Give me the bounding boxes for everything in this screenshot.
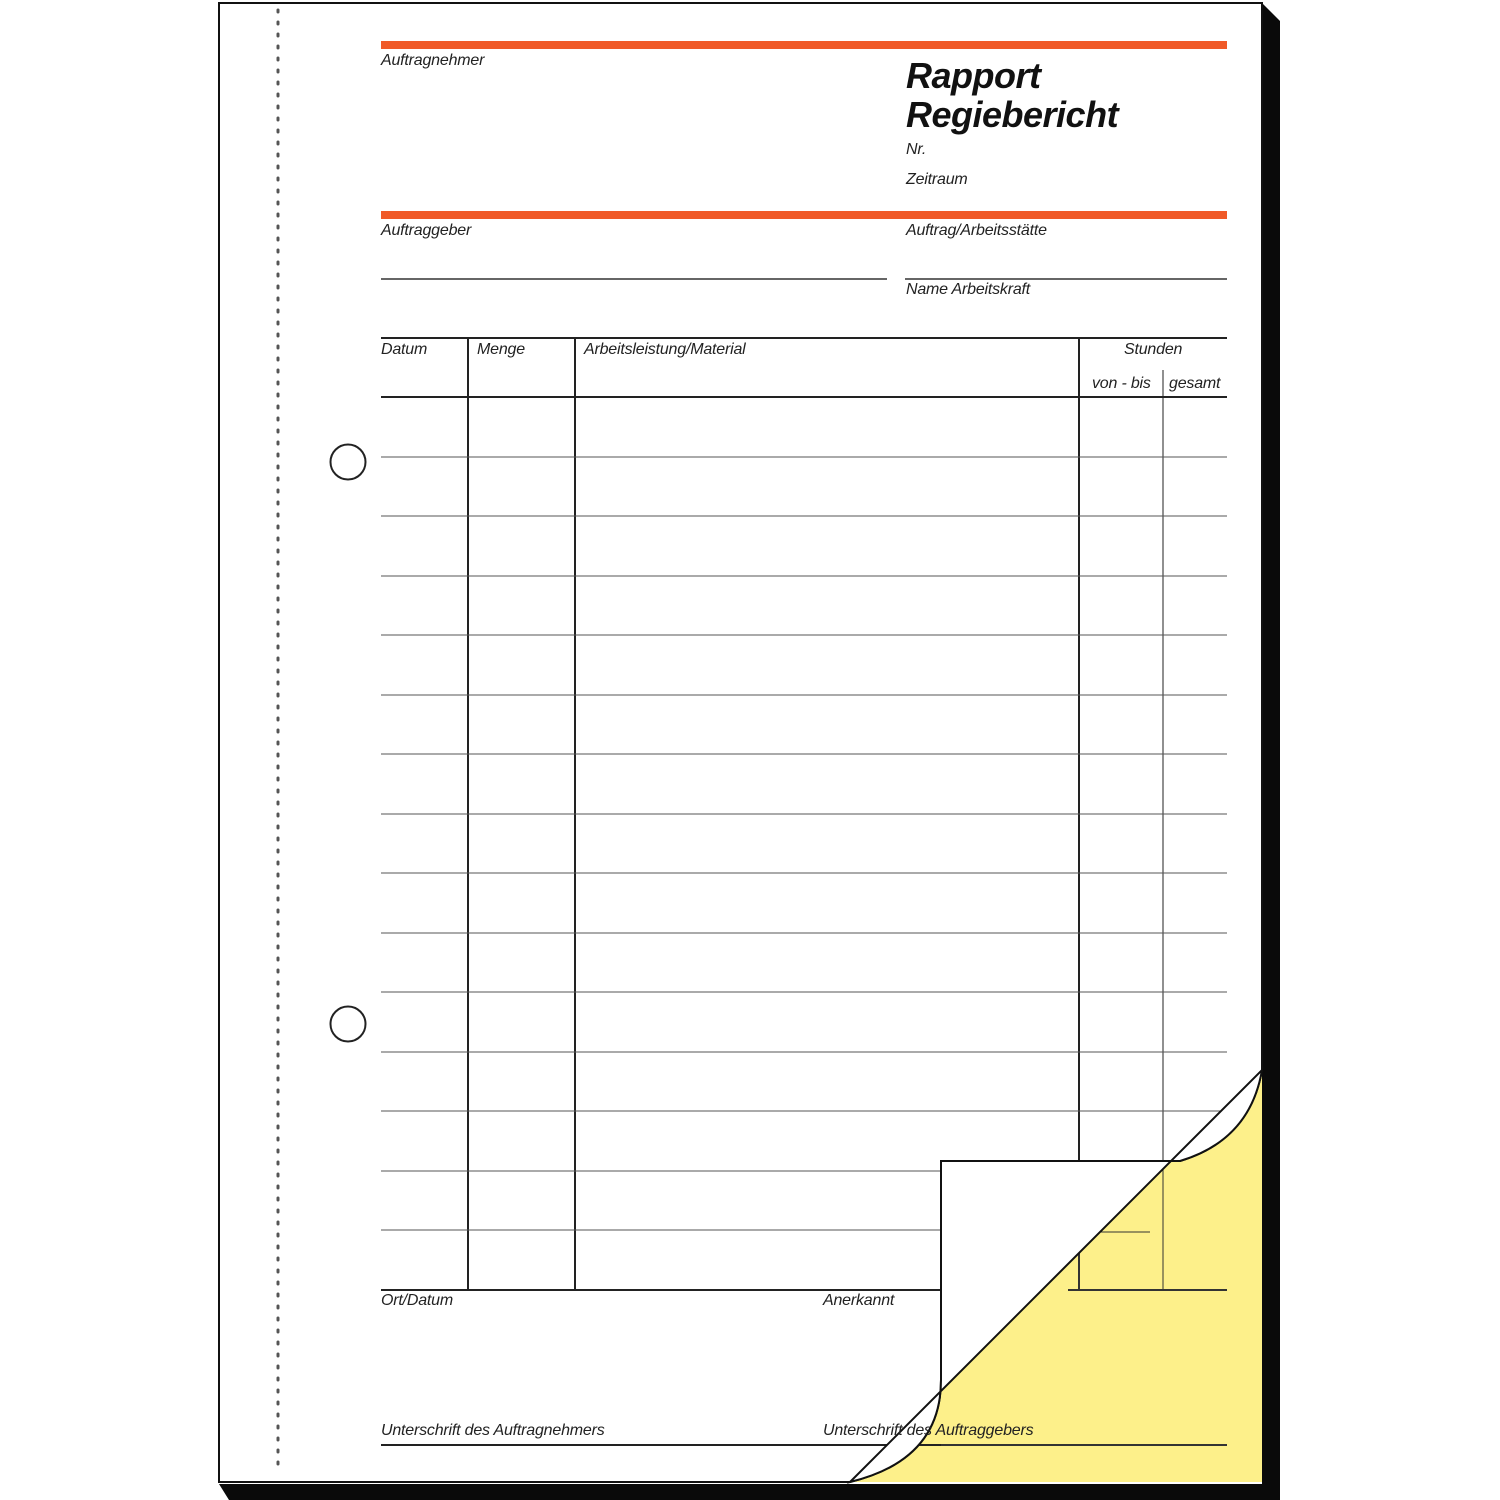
column-header-work-material: Arbeitsleistung/Material [584, 341, 746, 358]
job-site-label: Auftrag/Arbeitsstätte [906, 222, 1047, 239]
binding-hole-bottom [331, 1007, 366, 1042]
column-header-total: gesamt [1169, 375, 1221, 392]
contractor-label: Auftragnehmer [381, 52, 485, 69]
column-header-hours: Stunden [1124, 341, 1183, 358]
form-title-rapport: Rapport [906, 55, 1041, 96]
number-label: Nr. [906, 141, 927, 158]
client-label: Auftraggeber [381, 222, 472, 239]
acknowledged-label: Anerkannt [823, 1292, 895, 1309]
worker-name-label: Name Arbeitskraft [906, 281, 1031, 298]
column-header-quantity: Menge [477, 341, 525, 358]
column-header-date: Datum [381, 341, 428, 358]
client-signature-label: Unterschrift des Auftraggebers [823, 1422, 1034, 1439]
binding-hole-top [331, 445, 366, 480]
accent-bar-middle [381, 211, 1227, 219]
place-date-label: Ort/Datum [381, 1292, 453, 1309]
accent-bar-top [381, 41, 1227, 49]
form-title-regiebericht: Regiebericht [906, 94, 1119, 135]
column-header-from-to: von - bis [1092, 375, 1151, 392]
period-label: Zeitraum [906, 171, 968, 188]
contractor-signature-label: Unterschrift des Auftragnehmers [381, 1422, 605, 1439]
